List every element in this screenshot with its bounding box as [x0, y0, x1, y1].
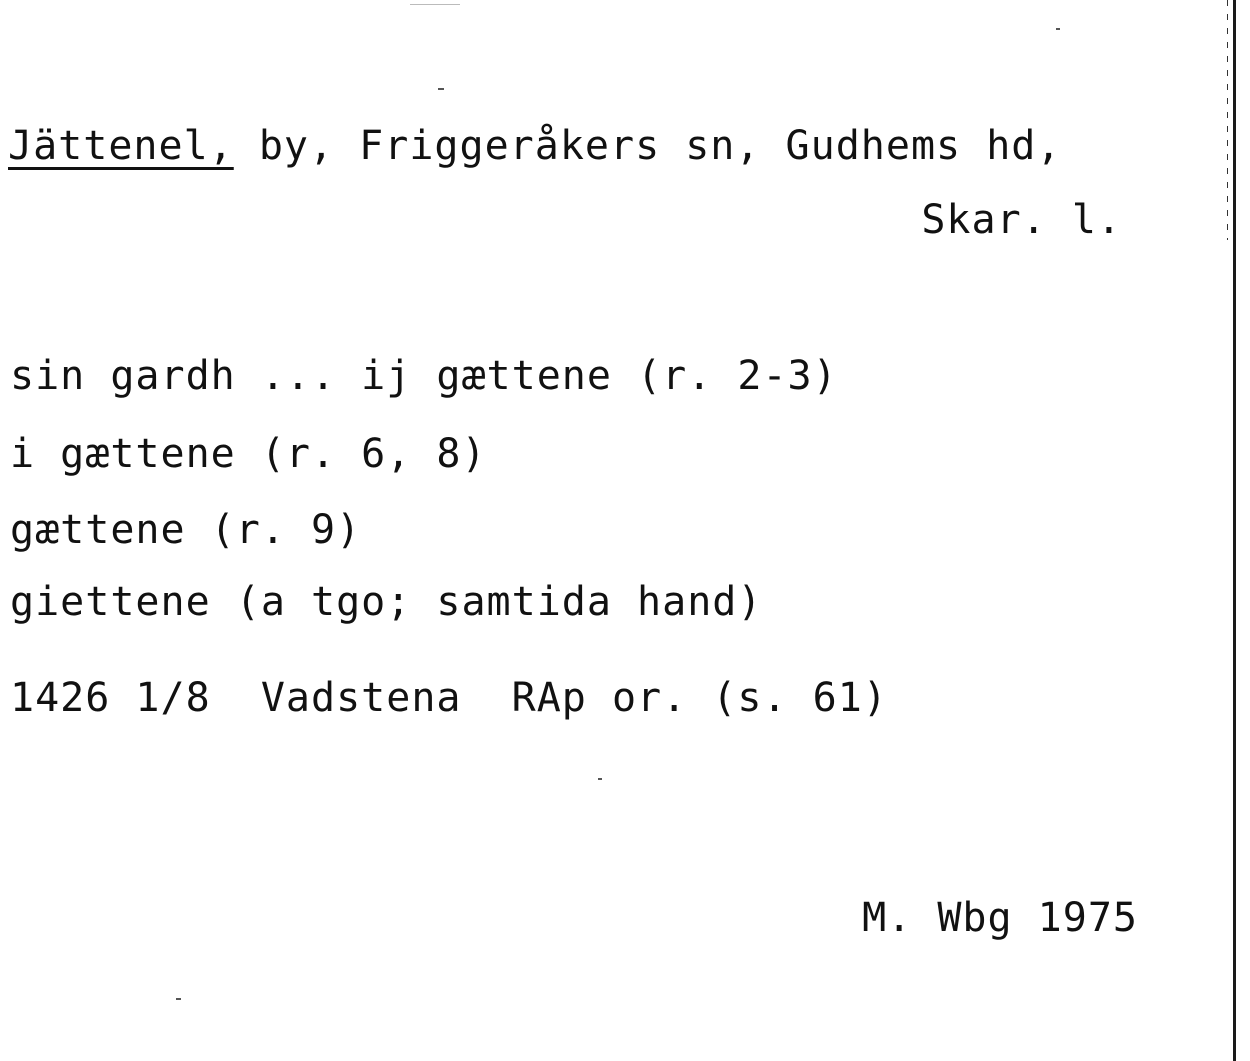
- scan-speck: [438, 88, 444, 90]
- form-line-1: sin gardh ... ij gættene (r. 2-3): [10, 353, 838, 399]
- form-line-3: gættene (r. 9): [10, 507, 362, 553]
- signature: M. Wbg 1975: [862, 895, 1138, 941]
- form-line-2: i gættene (r. 6, 8): [10, 431, 487, 477]
- scan-speck: [176, 998, 181, 1000]
- card-edge-dashes: [1227, 0, 1228, 240]
- scan-speck: [598, 778, 602, 780]
- place-description: by, Friggeråkers sn, Gudhems hd,: [233, 123, 1062, 169]
- scan-speck: [410, 4, 460, 5]
- source-reference: 1426 1/8 Vadstena RAp or. (s. 61): [10, 675, 888, 721]
- scan-speck: [1056, 28, 1060, 30]
- region-abbreviation: Skar. l.: [921, 197, 1122, 243]
- card-edge-border: [1233, 0, 1236, 1061]
- form-line-4: giettene (a tgo; samtida hand): [10, 579, 763, 625]
- place-name: Jättenel,: [8, 123, 234, 169]
- card-heading: [8, 122, 1061, 170]
